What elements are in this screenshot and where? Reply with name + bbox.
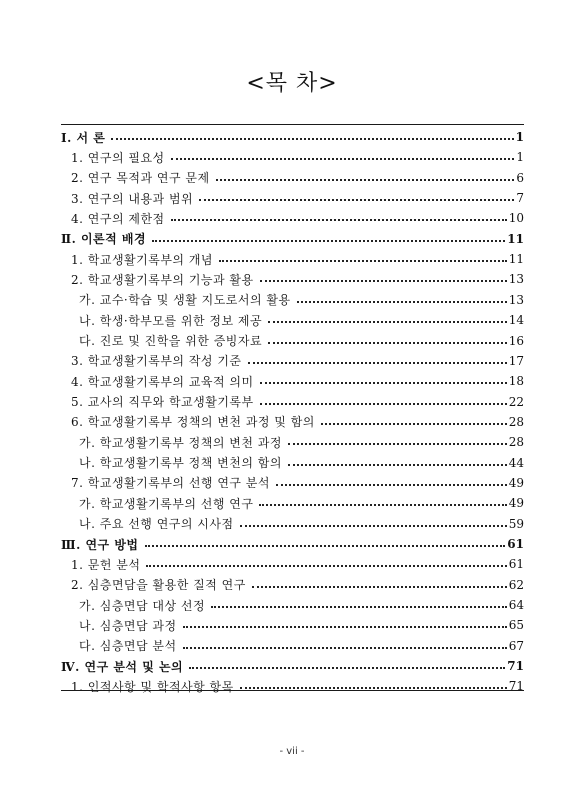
dot-leader bbox=[189, 667, 505, 669]
dot-leader bbox=[183, 647, 507, 649]
dot-leader bbox=[276, 484, 507, 486]
toc-entry-title: 다. 진로 및 진학을 위한 증빙자료 bbox=[79, 334, 263, 348]
toc-subsection-entry[interactable] bbox=[61, 493, 524, 513]
toc-entry-page-number: 17 bbox=[508, 353, 524, 368]
toc-entry-page-number: 22 bbox=[508, 394, 524, 409]
toc-entry-title: 2. 심층면담을 활용한 질적 연구 bbox=[71, 578, 246, 593]
toc-entry-title: 2. 학교생활기록부의 기능과 활용 bbox=[71, 272, 254, 287]
toc-entry-title: 6. 학교생활기록부 정책의 변천 과정 및 함의 bbox=[71, 415, 315, 430]
toc-entry-page-number: 1 bbox=[515, 130, 524, 144]
toc-entry-page-number: 62 bbox=[508, 577, 524, 592]
dot-leader bbox=[171, 158, 515, 160]
toc-entry-title: 1. 연구의 필요성 bbox=[71, 150, 165, 165]
toc-section-entry[interactable] bbox=[61, 351, 524, 371]
toc-entry-page-number: 7 bbox=[516, 191, 524, 206]
dot-leader bbox=[199, 199, 514, 201]
toc-section-entry[interactable] bbox=[61, 412, 524, 432]
toc-section-entry[interactable] bbox=[61, 147, 524, 167]
toc-entry-title: 2. 연구 목적과 연구 문제 bbox=[71, 171, 210, 186]
dot-leader bbox=[152, 240, 505, 242]
toc-section-entry[interactable] bbox=[61, 249, 524, 269]
toc-section-entry[interactable] bbox=[61, 554, 524, 574]
toc-entry-page-number: 49 bbox=[508, 496, 524, 511]
toc-entry-page-number: 44 bbox=[508, 455, 524, 470]
toc-chapter-entry[interactable] bbox=[61, 656, 524, 676]
toc-entry-page-number: 59 bbox=[508, 516, 524, 531]
toc-subsection-entry[interactable] bbox=[61, 432, 524, 452]
dot-leader bbox=[216, 179, 515, 181]
toc-entry-page-number: 67 bbox=[508, 638, 524, 653]
dot-leader bbox=[268, 321, 507, 323]
page-number: - vii - bbox=[279, 746, 305, 757]
toc-entry-title: 5. 교사의 직무와 학교생활기록부 bbox=[71, 395, 254, 410]
toc-entry-title: Ⅱ. 이론적 배경 bbox=[61, 232, 147, 247]
dot-leader bbox=[321, 423, 507, 425]
toc-entry-page-number: 1 bbox=[516, 150, 524, 165]
dot-leader bbox=[146, 565, 506, 567]
toc-entry-page-number: 10 bbox=[508, 211, 524, 226]
toc-subsection-entry[interactable] bbox=[61, 310, 524, 330]
dot-leader bbox=[288, 443, 507, 445]
dot-leader bbox=[260, 280, 507, 282]
toc-entry-page-number: 28 bbox=[508, 414, 524, 429]
toc-section-entry[interactable] bbox=[61, 269, 524, 289]
toc-entry-page-number: 11 bbox=[507, 231, 524, 246]
toc-entry-page-number: 28 bbox=[508, 435, 524, 450]
dot-leader bbox=[252, 586, 507, 588]
toc-section-entry[interactable] bbox=[61, 208, 524, 228]
toc-chapter-entry[interactable] bbox=[61, 534, 524, 554]
toc-subsection-entry[interactable] bbox=[61, 514, 524, 534]
dot-leader bbox=[297, 301, 507, 303]
dot-leader bbox=[219, 260, 507, 262]
toc-subsection-entry[interactable] bbox=[61, 290, 524, 310]
toc-section-entry[interactable] bbox=[61, 371, 524, 391]
toc-entry-title: 1. 인적사항 및 학적사항 항목 bbox=[71, 679, 234, 694]
toc-entry-page-number: 61 bbox=[508, 557, 524, 572]
bottom-rule bbox=[61, 690, 524, 691]
toc-subsection-entry[interactable] bbox=[61, 595, 524, 615]
toc-entry-title: 가. 교수·학습 및 생활 지도로서의 활용 bbox=[79, 293, 291, 308]
toc-entry-title: 4. 연구의 제한점 bbox=[71, 211, 165, 226]
top-rule bbox=[61, 124, 524, 125]
toc-entry-title: Ⅳ. 연구 분석 및 논의 bbox=[61, 659, 184, 674]
dot-leader bbox=[240, 525, 507, 527]
toc-entry-title: 1. 학교생활기록부의 개념 bbox=[71, 252, 213, 267]
toc-entry-title: 3. 연구의 내용과 범위 bbox=[71, 191, 194, 206]
dot-leader bbox=[183, 626, 507, 628]
dot-leader bbox=[268, 342, 507, 344]
dot-leader bbox=[145, 545, 506, 547]
dot-leader bbox=[111, 138, 513, 140]
toc-entry-title: 3. 학교생활기록부의 작성 기준 bbox=[71, 354, 242, 369]
toc-entry-title: 가. 심층면담 대상 선정 bbox=[79, 598, 206, 613]
toc-entry-page-number: 49 bbox=[508, 475, 524, 490]
toc-entry-page-number: 64 bbox=[508, 598, 524, 613]
toc-entry-title: 가. 학교생활기록부 정책의 변천 과정 bbox=[79, 435, 282, 450]
toc-entry-title: 가. 학교생활기록부의 선행 연구 bbox=[79, 496, 254, 511]
toc-section-entry[interactable] bbox=[61, 575, 524, 595]
dot-leader bbox=[260, 382, 507, 384]
toc-entry-title: 나. 학교생활기록부 정책 변천의 함의 bbox=[79, 456, 282, 471]
toc-entry-page-number: 11 bbox=[508, 252, 524, 267]
dot-leader bbox=[171, 219, 507, 221]
toc-chapter-entry[interactable] bbox=[61, 127, 524, 147]
toc-entry-page-number: 13 bbox=[508, 292, 524, 307]
toc-section-entry[interactable] bbox=[61, 473, 524, 493]
toc-subsection-entry[interactable] bbox=[61, 615, 524, 635]
toc-section-entry[interactable] bbox=[61, 676, 524, 696]
toc-entry-page-number: 71 bbox=[507, 659, 524, 674]
toc-entry-page-number: 16 bbox=[508, 333, 524, 348]
toc-entry-page-number: 18 bbox=[508, 374, 524, 389]
toc-entry-title: 4. 학교생활기록부의 교육적 의미 bbox=[71, 374, 254, 389]
dot-leader bbox=[211, 606, 507, 608]
toc-section-entry[interactable] bbox=[61, 168, 524, 188]
toc-subsection-entry[interactable] bbox=[61, 636, 524, 656]
dot-leader bbox=[259, 504, 506, 506]
toc-subsection-entry[interactable] bbox=[61, 331, 524, 351]
toc-entry-title: 나. 학생·학부모를 위한 정보 제공 bbox=[79, 313, 263, 328]
toc-entry-title: Ⅰ. 서 론 bbox=[61, 130, 106, 145]
toc-section-entry[interactable] bbox=[61, 188, 524, 208]
toc-entry-title: 나. 주요 선행 연구의 시사점 bbox=[79, 517, 234, 532]
toc-entry-title: Ⅲ. 연구 방법 bbox=[61, 537, 139, 552]
page-title: <목 차> bbox=[246, 71, 338, 96]
dot-leader bbox=[288, 464, 507, 466]
toc-chapter-entry[interactable] bbox=[61, 229, 524, 249]
dot-leader bbox=[248, 362, 507, 364]
toc-section-entry[interactable] bbox=[61, 392, 524, 412]
toc-entry-title: 7. 학교생활기록부의 선행 연구 분석 bbox=[71, 476, 270, 491]
toc-entry-page-number: 14 bbox=[508, 313, 524, 328]
toc-subsection-entry[interactable] bbox=[61, 453, 524, 473]
toc-entry-page-number: 6 bbox=[516, 170, 524, 185]
toc-entry-page-number: 71 bbox=[508, 679, 524, 694]
dot-leader bbox=[260, 403, 507, 405]
toc-entry-title: 다. 심층면담 분석 bbox=[79, 639, 177, 654]
toc-entry-page-number: 65 bbox=[508, 618, 524, 633]
toc-entry-page-number: 13 bbox=[508, 272, 524, 287]
toc-entry-page-number: 61 bbox=[507, 537, 524, 551]
toc-entry-title: 1. 문헌 분석 bbox=[71, 557, 141, 572]
toc-entry-title: 나. 심층면담 과정 bbox=[79, 618, 177, 633]
